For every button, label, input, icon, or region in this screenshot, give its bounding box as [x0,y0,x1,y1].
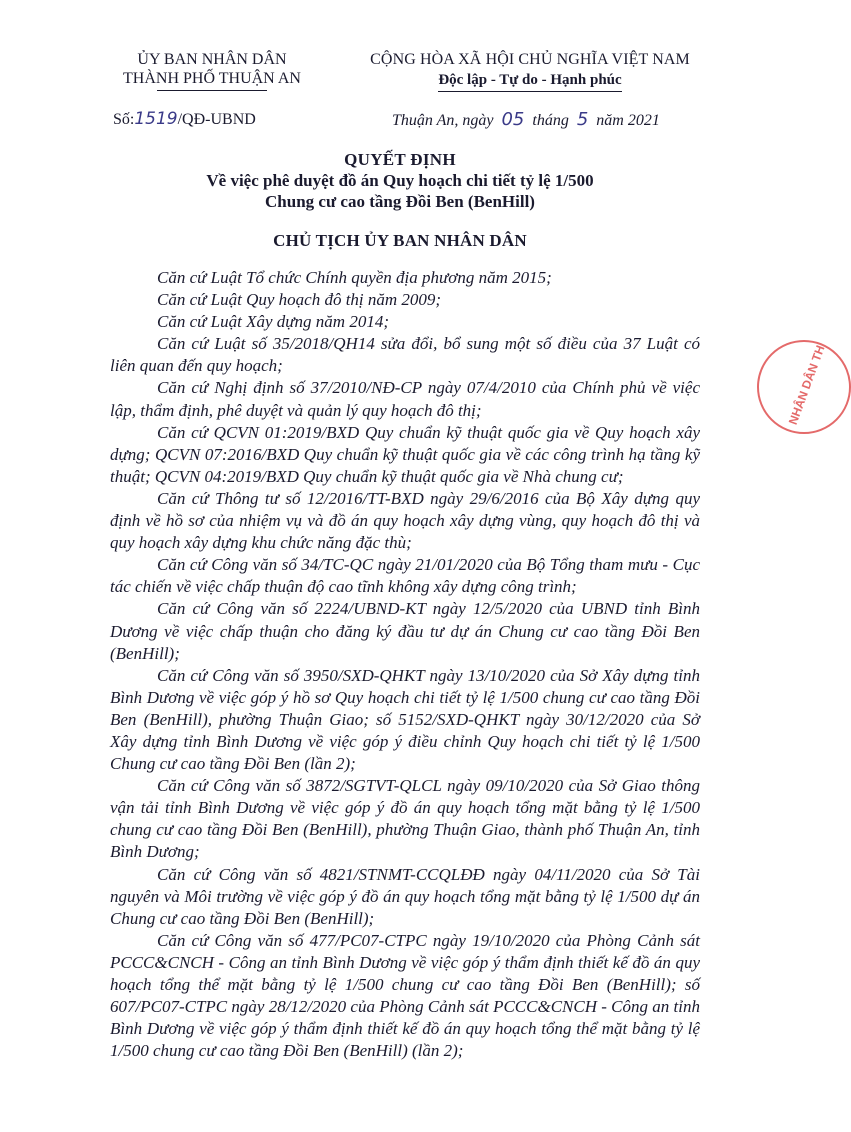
paragraph: Căn cứ Luật Quy hoạch đô thị năm 2009; [157,290,442,310]
paragraph: Căn cứ Luật số 35/2018/QH14 sửa đổi, bổ sung một số điều của 37 Luật có liên quan đến quy hoạch; [110,334,700,376]
issuing-authority [96,50,328,91]
org-line-2: THÀNH PHỐ THUẬN AN [123,70,301,87]
nation-line-2: Độc lập - Tự do - Hạnh phúc [438,70,621,92]
paragraph: Căn cứ Nghị định số 37/2010/NĐ-CP ngày 07/4/2010 của Chính phủ về việc lập, thẩm định, phê duyệt và quản lý quy hoạch đô thị; [110,378,700,420]
title-line-2: Về việc phê duyệt đồ án Quy hoạch chi tiết tỷ lệ 1/500 [206,171,594,190]
org-underline [157,90,267,91]
document-number [113,109,256,129]
nation-line-1: CỘNG HÒA XÃ HỘI CHỦ NGHĨA VIỆT NAM [370,51,690,68]
date-day: 05 [501,109,525,130]
title-line-3: Chung cư cao tầng Đồi Ben (BenHill) [265,192,535,211]
issue-date [392,109,660,130]
paragraph: Căn cứ QCVN 01:2019/BXD Quy chuẩn kỹ thuật quốc gia về Quy hoạch xây dựng; QCVN 07:2016/BXD Quy chuẩn kỹ thuật quốc gia về các công trình hạ tầng kỹ thuật; QCVN 04:2019/BXD Quy chuẩn kỹ thuật quốc gia về Nhà chung cư; [110,422,700,486]
title-line-1: QUYẾT ĐỊNH [344,150,456,169]
number-prefix: Số: [113,111,135,128]
seal-text: NHÂN DÂN TH [785,343,828,427]
paragraph: Căn cứ Luật Xây dựng năm 2014; [157,312,389,332]
paragraph: Căn cứ Công văn số 3950/SXD-QHKT ngày 13/10/2020 của Sở Xây dựng tỉnh Bình Dương về việc góp ý hồ sơ Quy hoạch chi tiết tỷ lệ 1/500 chung cư cao tầng Đồi Ben (BenHill), phường Thuận Giao; số 5152/SXD-QHKT ngày 30/12/2020 của Sở Xây dựng tỉnh Bình Dương về việc góp ý điều chỉnh Quy hoạch chi tiết tỷ lệ 1/500 Chung cư cao tầng Đồi Ben (lần 2); [110,665,700,774]
date-month: 5 [576,109,589,130]
legal-basis-body [110,267,700,1062]
org-line-1: ỦY BAN NHÂN DÂN [137,51,287,68]
decision-title [150,149,650,212]
red-seal-stamp [757,340,851,434]
paragraph: Căn cứ Công văn số 477/PC07-CTPC ngày 19/10/2020 của Phòng Cảnh sát PCCC&CNCH - Công an tỉnh Bình Dương về việc góp ý thẩm định thiết kế đồ án quy hoạch tổng thể mặt bằng tỷ lệ 1/500 chung cư cao tầng Đồi Ben (BenHill); số 607/PC07-CTPC ngày 28/12/2020 của Phòng Cảnh sát PCCC&CNCH - Công an tỉnh Bình Dương về việc góp ý thẩm định thiết kế đồ án quy hoạch tổng thể mặt bằng tỷ lệ 1/500 chung cư cao tầng Đồi Ben (BenHill) (lần 2); [110,930,700,1061]
paragraph: Căn cứ Công văn số 3872/SGTVT-QLCL ngày 09/10/2020 của Sở Giao thông vận tải tỉnh Bình Dương về việc góp ý đồ án quy hoạch tổng mặt bằng tỷ lệ 1/500 chung cư cao tầng Đồi Ben (BenHill), phường Thuận Giao, thành phố Thuận An, tỉnh Bình Dương; [110,776,700,862]
paragraph: Căn cứ Công văn số 2224/UBND-KT ngày 12/5/2020 của UBND tỉnh Bình Dương về việc chấp thuận cho đăng ký đầu tư dự án Chung cư cao tầng Đồi Ben (BenHill); [110,599,700,663]
number-handwritten: 1519 [134,109,178,129]
national-motto [340,50,720,92]
date-year: năm 2021 [596,112,660,129]
paragraph: Căn cứ Công văn số 34/TC-QC ngày 21/01/2020 của Bộ Tổng tham mưu - Cục tác chiến về việc chấp thuận độ cao tĩnh không xây dựng công trình; [110,555,700,597]
date-month-word: tháng [532,112,569,129]
paragraph: Căn cứ Luật Tổ chức Chính quyền địa phương năm 2015; [157,268,552,287]
paragraph: Căn cứ Thông tư số 12/2016/TT-BXD ngày 29/6/2016 của Bộ Xây dựng quy định về hồ sơ của nhiệm vụ và đồ án quy hoạch xây dựng vùng, quy hoạch đô thị và quy hoạch xây dựng khu chức năng đặc thù; [110,488,700,553]
authority-heading: CHỦ TỊCH ỦY BAN NHÂN DÂN [273,231,527,250]
paragraph: Căn cứ Công văn số 4821/STNMT-CCQLĐĐ ngày 04/11/2020 của Sở Tài nguyên và Môi trường về việc góp ý đồ án quy hoạch tổng mặt bằng tỷ lệ 1/500 dự án Chung cư cao tầng Đồi Ben (BenHill); [110,864,700,928]
date-place: Thuận An, ngày [392,112,494,129]
number-suffix: /QĐ-UBND [177,111,256,128]
